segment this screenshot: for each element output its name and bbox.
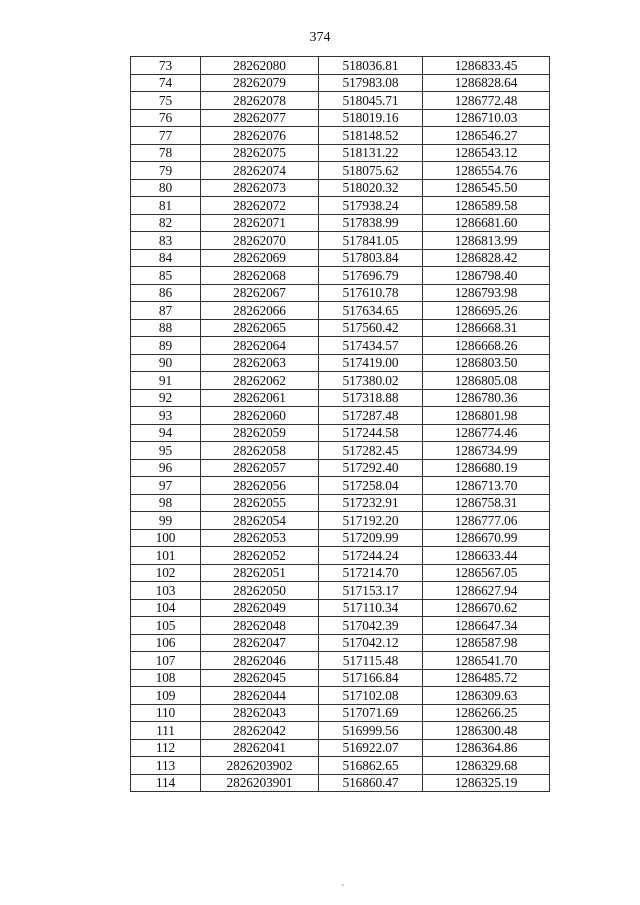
y-coordinate-cell: 1286813.99 [423,232,550,250]
x-coordinate-cell: 518131.22 [319,144,423,162]
row-index-cell: 87 [131,302,201,320]
point-id-cell: 28262065 [201,319,319,337]
y-coordinate-cell: 1286828.42 [423,249,550,267]
y-coordinate-cell: 1286546.27 [423,127,550,145]
point-id-cell: 28262058 [201,442,319,460]
table-row [131,582,550,600]
row-index-cell: 104 [131,599,201,617]
row-index-cell: 90 [131,354,201,372]
table-body [131,57,550,792]
y-coordinate-cell: 1286309.63 [423,687,550,705]
table-row [131,774,550,792]
x-coordinate-cell: 517115.48 [319,652,423,670]
table-row [131,599,550,617]
row-index-cell: 89 [131,337,201,355]
x-coordinate-cell: 517434.57 [319,337,423,355]
row-index-cell: 108 [131,669,201,687]
point-id-cell: 28262063 [201,354,319,372]
table-row [131,424,550,442]
row-index-cell: 99 [131,512,201,530]
point-id-cell: 28262049 [201,599,319,617]
point-id-cell: 28262068 [201,267,319,285]
y-coordinate-cell: 1286774.46 [423,424,550,442]
y-coordinate-cell: 1286695.26 [423,302,550,320]
x-coordinate-cell: 517380.02 [319,372,423,390]
table-row [131,389,550,407]
x-coordinate-cell: 517102.08 [319,687,423,705]
point-id-cell: 28262044 [201,687,319,705]
point-id-cell: 28262062 [201,372,319,390]
row-index-cell: 106 [131,634,201,652]
row-index-cell: 84 [131,249,201,267]
row-index-cell: 96 [131,459,201,477]
x-coordinate-cell: 518036.81 [319,57,423,75]
row-index-cell: 94 [131,424,201,442]
table-row [131,249,550,267]
row-index-cell: 85 [131,267,201,285]
row-index-cell: 111 [131,722,201,740]
table-row [131,197,550,215]
table-row [131,162,550,180]
point-id-cell: 28262046 [201,652,319,670]
x-coordinate-cell: 517938.24 [319,197,423,215]
table-row [131,57,550,75]
y-coordinate-cell: 1286541.70 [423,652,550,670]
table-row [131,302,550,320]
row-index-cell: 95 [131,442,201,460]
row-index-cell: 112 [131,739,201,757]
table-row [131,687,550,705]
point-id-cell: 28262057 [201,459,319,477]
table-row [131,319,550,337]
row-index-cell: 98 [131,494,201,512]
y-coordinate-cell: 1286734.99 [423,442,550,460]
table-row [131,92,550,110]
y-coordinate-cell: 1286758.31 [423,494,550,512]
y-coordinate-cell: 1286833.45 [423,57,550,75]
point-id-cell: 28262059 [201,424,319,442]
table-row [131,337,550,355]
table-row [131,442,550,460]
row-index-cell: 78 [131,144,201,162]
row-index-cell: 91 [131,372,201,390]
x-coordinate-cell: 517841.05 [319,232,423,250]
table-row [131,634,550,652]
x-coordinate-cell: 517214.70 [319,564,423,582]
x-coordinate-cell: 517192.20 [319,512,423,530]
point-id-cell: 28262069 [201,249,319,267]
point-id-cell: 28262052 [201,547,319,565]
x-coordinate-cell: 517287.48 [319,407,423,425]
point-id-cell: 2826203902 [201,757,319,775]
table-row [131,564,550,582]
table-row [131,284,550,302]
x-coordinate-cell: 517803.84 [319,249,423,267]
row-index-cell: 113 [131,757,201,775]
x-coordinate-cell: 517560.42 [319,319,423,337]
table-row [131,407,550,425]
table-row [131,109,550,127]
y-coordinate-cell: 1286780.36 [423,389,550,407]
x-coordinate-cell: 518075.62 [319,162,423,180]
y-coordinate-cell: 1286805.08 [423,372,550,390]
table-row [131,722,550,740]
x-coordinate-cell: 517110.34 [319,599,423,617]
point-id-cell: 2826203901 [201,774,319,792]
x-coordinate-cell: 516922.07 [319,739,423,757]
table-row [131,617,550,635]
row-index-cell: 103 [131,582,201,600]
row-index-cell: 93 [131,407,201,425]
table-row [131,652,550,670]
x-coordinate-cell: 517838.99 [319,214,423,232]
point-id-cell: 28262047 [201,634,319,652]
y-coordinate-cell: 1286680.19 [423,459,550,477]
y-coordinate-cell: 1286777.06 [423,512,550,530]
point-id-cell: 28262050 [201,582,319,600]
point-id-cell: 28262070 [201,232,319,250]
point-id-cell: 28262053 [201,529,319,547]
point-id-cell: 28262056 [201,477,319,495]
page-number: 374 [309,30,331,45]
table-row [131,267,550,285]
point-id-cell: 28262071 [201,214,319,232]
y-coordinate-cell: 1286589.58 [423,197,550,215]
row-index-cell: 83 [131,232,201,250]
y-coordinate-cell: 1286793.98 [423,284,550,302]
row-index-cell: 100 [131,529,201,547]
row-index-cell: 110 [131,704,201,722]
table-row [131,704,550,722]
table-row [131,372,550,390]
row-index-cell: 92 [131,389,201,407]
y-coordinate-cell: 1286647.34 [423,617,550,635]
x-coordinate-cell: 517166.84 [319,669,423,687]
row-index-cell: 105 [131,617,201,635]
point-id-cell: 28262066 [201,302,319,320]
y-coordinate-cell: 1286772.48 [423,92,550,110]
table-row [131,757,550,775]
point-id-cell: 28262072 [201,197,319,215]
row-index-cell: 82 [131,214,201,232]
table-row [131,547,550,565]
point-id-cell: 28262080 [201,57,319,75]
x-coordinate-cell: 517419.00 [319,354,423,372]
point-id-cell: 28262074 [201,162,319,180]
point-id-cell: 28262055 [201,494,319,512]
y-coordinate-cell: 1286325.19 [423,774,550,792]
point-id-cell: 28262060 [201,407,319,425]
row-index-cell: 97 [131,477,201,495]
scan-speck [342,884,344,886]
point-id-cell: 28262048 [201,617,319,635]
table-row [131,477,550,495]
y-coordinate-cell: 1286545.50 [423,179,550,197]
y-coordinate-cell: 1286668.26 [423,337,550,355]
row-index-cell: 114 [131,774,201,792]
row-index-cell: 101 [131,547,201,565]
table-row [131,669,550,687]
row-index-cell: 107 [131,652,201,670]
x-coordinate-cell: 516860.47 [319,774,423,792]
x-coordinate-cell: 517696.79 [319,267,423,285]
y-coordinate-cell: 1286670.62 [423,599,550,617]
row-index-cell: 74 [131,74,201,92]
point-id-cell: 28262077 [201,109,319,127]
y-coordinate-cell: 1286567.05 [423,564,550,582]
table-row [131,232,550,250]
point-id-cell: 28262073 [201,179,319,197]
table-row [131,494,550,512]
x-coordinate-cell: 518019.16 [319,109,423,127]
table-row [131,214,550,232]
x-coordinate-cell: 517232.91 [319,494,423,512]
y-coordinate-cell: 1286587.98 [423,634,550,652]
x-coordinate-cell: 517282.45 [319,442,423,460]
x-coordinate-cell: 517042.12 [319,634,423,652]
table-row [131,127,550,145]
x-coordinate-cell: 518020.32 [319,179,423,197]
point-id-cell: 28262045 [201,669,319,687]
y-coordinate-cell: 1286485.72 [423,669,550,687]
x-coordinate-cell: 517071.69 [319,704,423,722]
row-index-cell: 76 [131,109,201,127]
table-row [131,512,550,530]
y-coordinate-cell: 1286329.68 [423,757,550,775]
row-index-cell: 73 [131,57,201,75]
table-row [131,179,550,197]
x-coordinate-cell: 517292.40 [319,459,423,477]
y-coordinate-cell: 1286670.99 [423,529,550,547]
y-coordinate-cell: 1286266.25 [423,704,550,722]
x-coordinate-cell: 516999.56 [319,722,423,740]
point-id-cell: 28262064 [201,337,319,355]
y-coordinate-cell: 1286300.48 [423,722,550,740]
table-row [131,144,550,162]
point-id-cell: 28262043 [201,704,319,722]
x-coordinate-cell: 517153.17 [319,582,423,600]
x-coordinate-cell: 517209.99 [319,529,423,547]
row-index-cell: 109 [131,687,201,705]
row-index-cell: 88 [131,319,201,337]
x-coordinate-cell: 517610.78 [319,284,423,302]
y-coordinate-cell: 1286713.70 [423,477,550,495]
point-id-cell: 28262075 [201,144,319,162]
table-row [131,529,550,547]
point-id-cell: 28262078 [201,92,319,110]
x-coordinate-cell: 517258.04 [319,477,423,495]
y-coordinate-cell: 1286668.31 [423,319,550,337]
y-coordinate-cell: 1286801.98 [423,407,550,425]
x-coordinate-cell: 517244.24 [319,547,423,565]
row-index-cell: 81 [131,197,201,215]
y-coordinate-cell: 1286633.44 [423,547,550,565]
point-id-cell: 28262051 [201,564,319,582]
y-coordinate-cell: 1286554.76 [423,162,550,180]
table-row [131,459,550,477]
x-coordinate-cell: 517244.58 [319,424,423,442]
row-index-cell: 75 [131,92,201,110]
point-id-cell: 28262054 [201,512,319,530]
row-index-cell: 80 [131,179,201,197]
point-id-cell: 28262079 [201,74,319,92]
y-coordinate-cell: 1286798.40 [423,267,550,285]
y-coordinate-cell: 1286710.03 [423,109,550,127]
y-coordinate-cell: 1286803.50 [423,354,550,372]
x-coordinate-cell: 517983.08 [319,74,423,92]
x-coordinate-cell: 517318.88 [319,389,423,407]
y-coordinate-cell: 1286364.86 [423,739,550,757]
y-coordinate-cell: 1286828.64 [423,74,550,92]
row-index-cell: 79 [131,162,201,180]
point-id-cell: 28262042 [201,722,319,740]
table-row [131,739,550,757]
x-coordinate-cell: 518148.52 [319,127,423,145]
x-coordinate-cell: 517042.39 [319,617,423,635]
point-id-cell: 28262061 [201,389,319,407]
x-coordinate-cell: 518045.71 [319,92,423,110]
point-id-cell: 28262041 [201,739,319,757]
x-coordinate-cell: 517634.65 [319,302,423,320]
row-index-cell: 77 [131,127,201,145]
x-coordinate-cell: 516862.65 [319,757,423,775]
table-row [131,354,550,372]
coordinates-table [130,56,550,792]
table-row [131,74,550,92]
point-id-cell: 28262076 [201,127,319,145]
y-coordinate-cell: 1286681.60 [423,214,550,232]
row-index-cell: 86 [131,284,201,302]
y-coordinate-cell: 1286543.12 [423,144,550,162]
y-coordinate-cell: 1286627.94 [423,582,550,600]
point-id-cell: 28262067 [201,284,319,302]
row-index-cell: 102 [131,564,201,582]
